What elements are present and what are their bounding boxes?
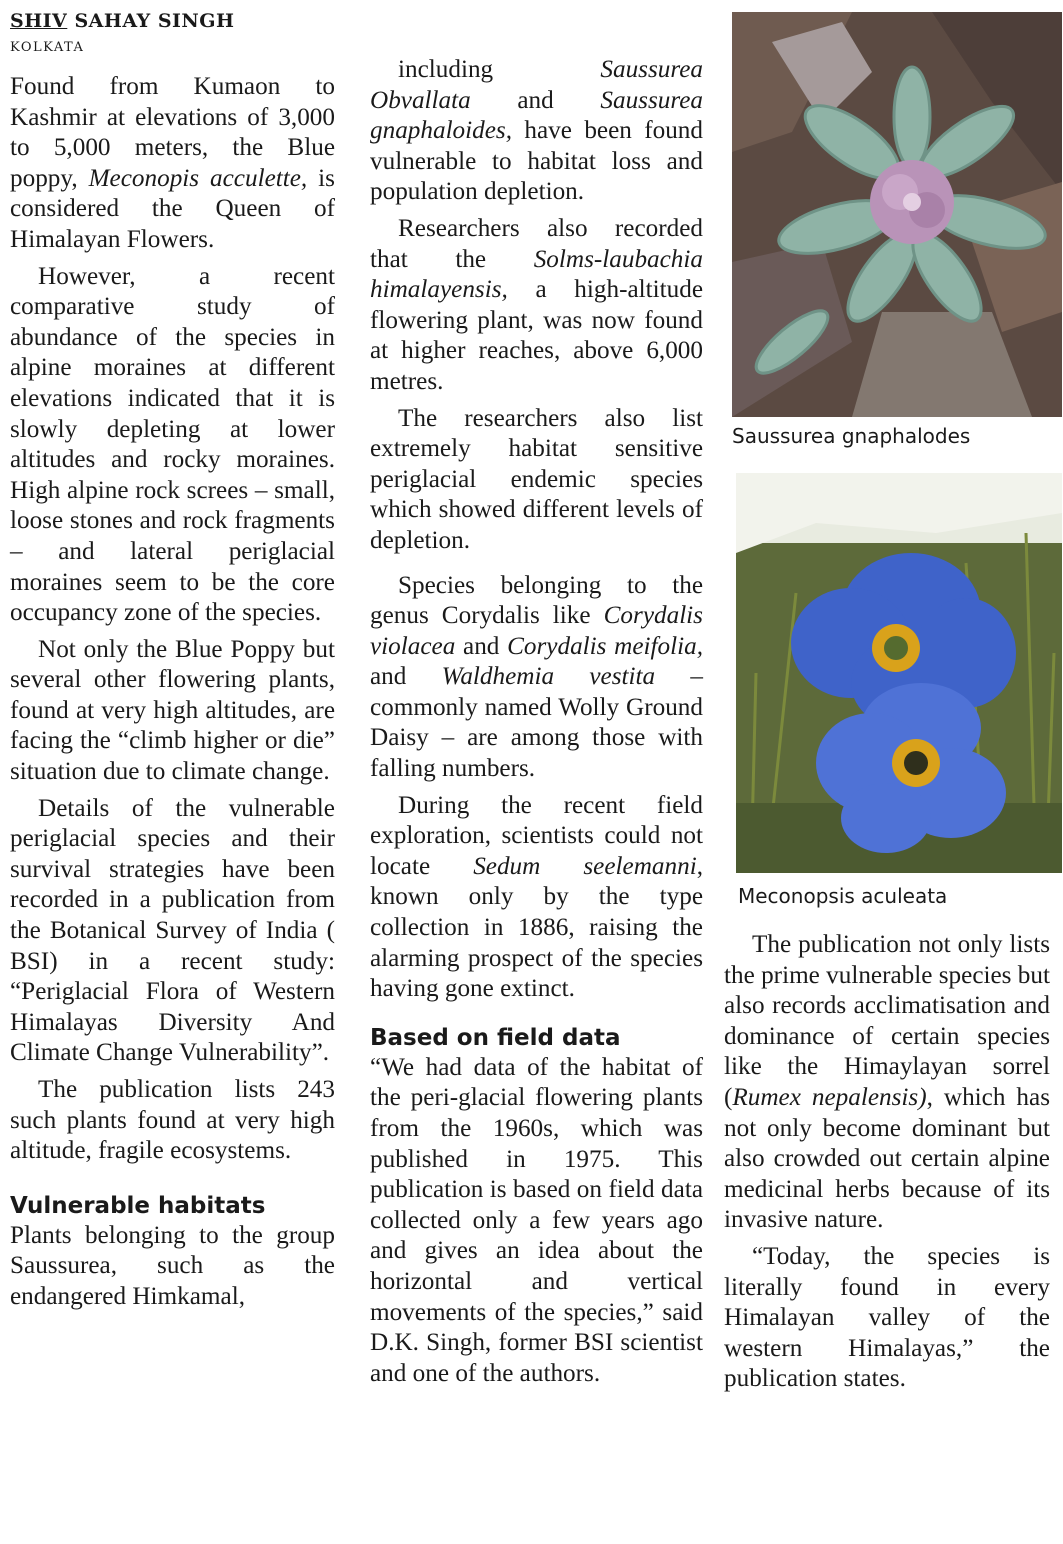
paragraph: including Saussurea Obvallata and Saussurea gnaphaloides, have been found vulnerable to habitat loss and population depletion.: [370, 56, 703, 206]
byline: [10, 10, 234, 32]
subheading-vulnerable-habitats: Vulnerable habitats: [10, 1192, 266, 1219]
caption-saussurea: Saussurea gnaphalodes: [732, 424, 971, 448]
paragraph: During the recent field exploration, scientists could not locate Sedum seelemanni, known only by the type collection in 1886, raising the alarming prospect of the species having gone extinct.: [370, 791, 703, 1003]
paragraph: Not only the Blue Poppy but several other flowering plants, found at very high altitudes, are facing the “climb higher or die” situation due to climate change.: [10, 635, 335, 786]
article-column-2: [370, 55, 703, 1395]
species-name: Rumex nepalensis): [732, 1083, 927, 1111]
species-name: Meconopis acculette,: [88, 164, 308, 192]
byline-rest: SAHAY SINGH: [74, 10, 235, 32]
species-name: Sedum seelemanni: [473, 852, 697, 880]
paragraph: The researchers also list extremely habitat sensitive periglacial endemic species which showed different levels of depletion.: [370, 404, 703, 554]
article-column-1: [10, 72, 335, 1319]
species-name: Waldhemia vestita: [441, 663, 656, 691]
paragraph: Plants belonging to the group Saussurea, such as the endangered Himkamal,: [10, 1221, 335, 1310]
photo-saussurea: [732, 12, 1062, 417]
species-name: Corydalis violacea: [370, 602, 703, 660]
species-name: Solms-laubachia himalayensis,: [370, 245, 703, 304]
paragraph: Researchers also recorded that the Solms-laubachia himalayensis, a high-altitude flowering plant, was now found at higher reaches, above 6,000 metres.: [370, 214, 703, 395]
caption-meconopsis: Meconopsis aculeata: [738, 884, 948, 908]
subheading-based-on-field-data: Based on field data: [370, 1024, 621, 1051]
paragraph: Species belonging to the genus Corydalis like Corydalis violacea and Corydalis meifolia, and Waldhemia vestita – commonly named Wolly Ground Daisy – are among those with falling numbers.: [370, 571, 704, 783]
species-name: Saussurea Obvallata: [370, 56, 703, 114]
byline-first: SHIV: [10, 10, 68, 32]
blue-poppy-illustration: [736, 473, 1062, 873]
dateline: KOLKATA: [10, 40, 85, 55]
paragraph: Found from Kumaon to Kashmir at elevations of 3,000 to 5,000 meters, the Blue poppy, Meconopis acculette, is considered the Queen of Himalayan Flowers.: [10, 73, 335, 253]
photo-meconopsis: [736, 473, 1062, 873]
paragraph: Details of the vulnerable periglacial species and their survival strategies have been recorded in a publication from the Botanical Survey of India ( BSI) in a recent study: “Periglacial Flora of Western Himalayas Diversity And Climate Change Vulnerability”.: [10, 794, 335, 1067]
paragraph: The publication not only lists the prime vulnerable species but also records acclimatisation and dominance of certain species like the Himaylayan sorrel (Rumex nepalensis), which has not only become dominant but also crowded out certain alpine medicinal herbs because of its invasive nature.: [724, 931, 1050, 1234]
article-column-3: [724, 930, 1050, 1401]
saussurea-illustration: [732, 12, 1062, 417]
paragraph: The publication lists 243 such plants found at very high altitude, fragile ecosystems.: [10, 1076, 335, 1165]
paragraph: “Today, the species is literally found in every Himalayan valley of the western Himalayas,” the publication states.: [724, 1242, 1050, 1393]
species-name: Corydalis meifolia,: [507, 632, 703, 660]
species-name: Saussurea gnaphaloides,: [370, 86, 703, 145]
paragraph: However, a recent comparative study of abundance of the species in alpine moraines at different elevations indicated that it is slowly depleting at lower altitudes and rocky moraines. High alpine rock screes – small, loose stones and rock fragments – and lateral periglacial moraines seem to be the core occupancy zone of the species.: [10, 262, 335, 627]
paragraph: “We had data of the habitat of the peri-glacial flowering plants from the 1960s, which was published in 1975. This publication is based on field data collected only a few years ago and gives an idea about the horizontal and vertical movements of the species,” said D.K. Singh, former BSI scientist and one of the authors.: [370, 1053, 703, 1387]
